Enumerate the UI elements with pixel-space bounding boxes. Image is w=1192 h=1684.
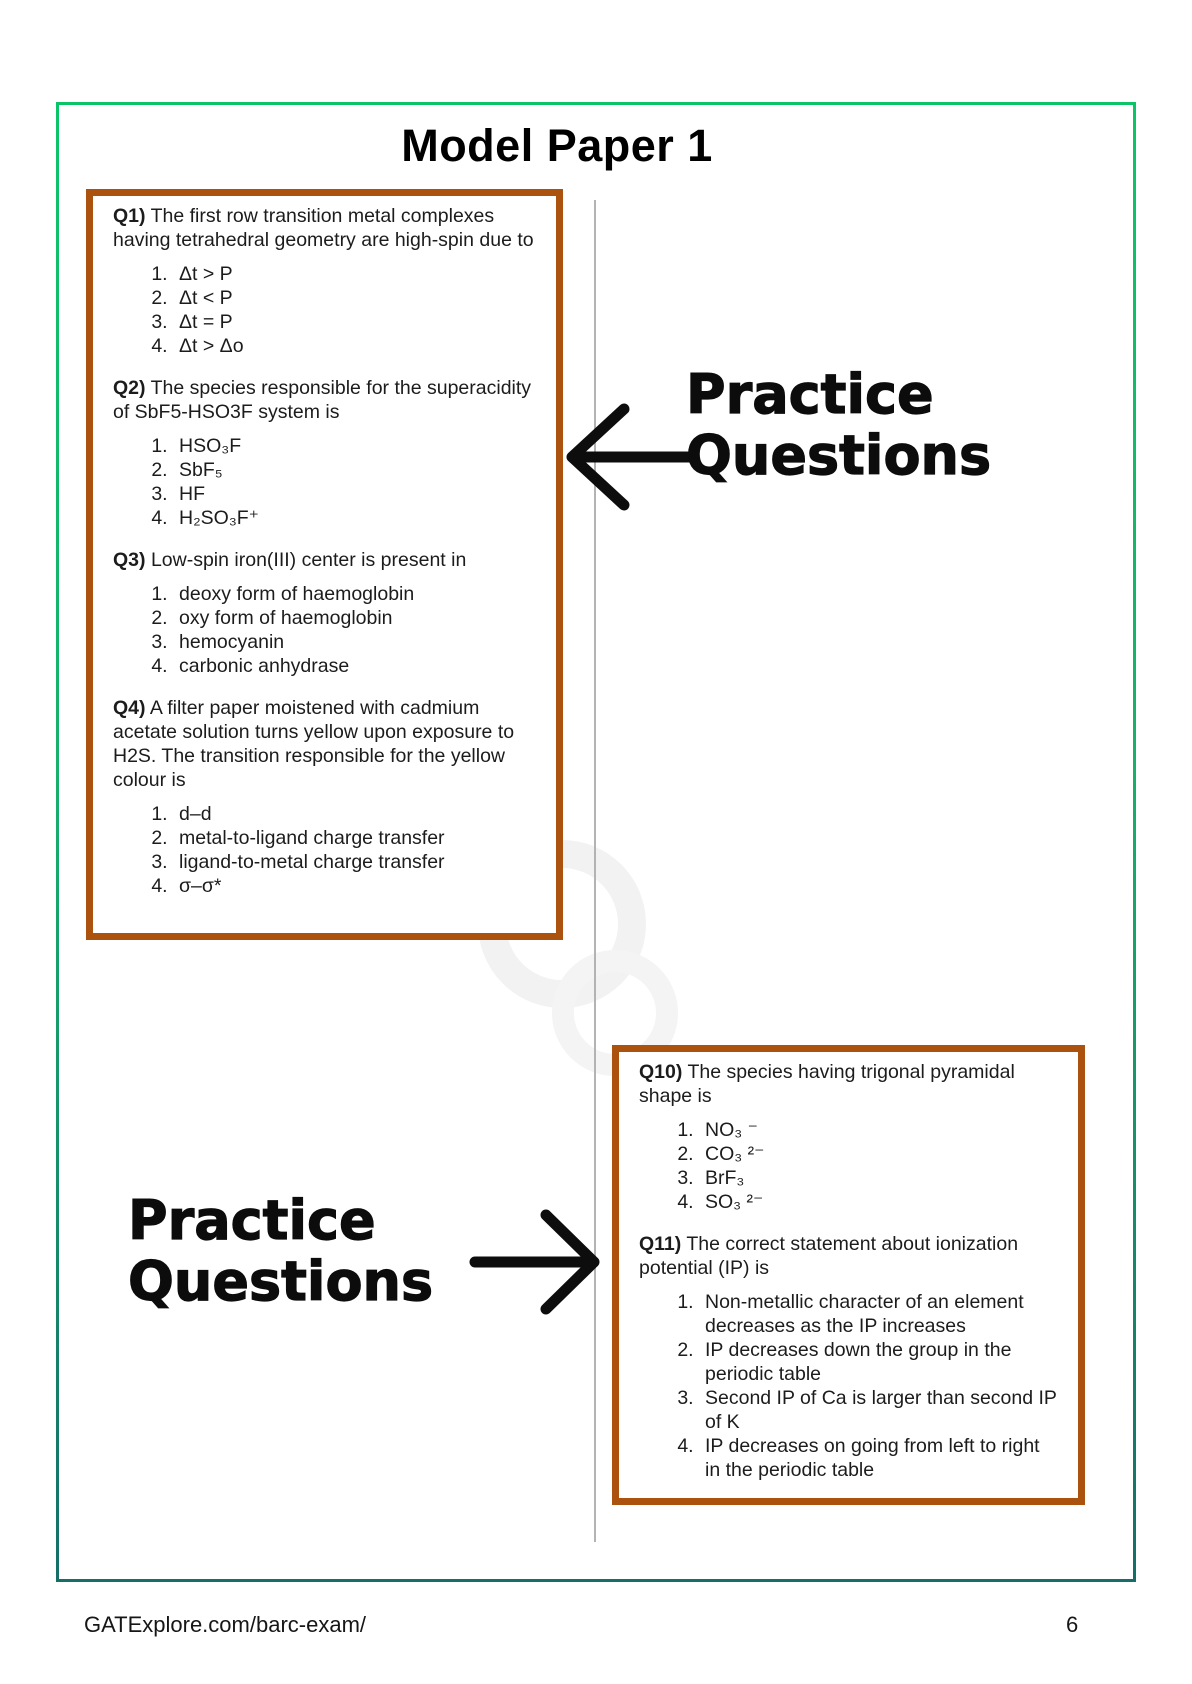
option: 2. SbF₅: [173, 458, 536, 482]
option: 3. HF: [173, 482, 536, 506]
question-text: [113, 204, 536, 252]
practice-questions-label-bottom: [128, 1190, 433, 1312]
option: 3. ligand-to-metal charge transfer: [173, 850, 536, 874]
option-list: [113, 434, 536, 530]
option: 2. IP decreases down the group in the periodic table: [699, 1338, 1058, 1386]
option: 4. IP decreases on going from left to right in the periodic table: [699, 1434, 1058, 1482]
question-text: [639, 1060, 1058, 1108]
question-body: The species responsible for the superacidity of SbF5-HSO3F system is: [113, 377, 532, 423]
arrow-right-icon: [468, 1203, 610, 1326]
option: 4. SO₃ ²⁻: [699, 1190, 1058, 1214]
option: 3. Second IP of Ca is larger than second IP of K: [699, 1386, 1058, 1434]
practice-label-line1: Practice: [686, 363, 934, 426]
question-body: Low-spin iron(III) center is present in: [150, 549, 467, 571]
question-q10: [639, 1060, 1058, 1214]
practice-label-line2: Questions: [128, 1250, 434, 1313]
question-text: [113, 376, 536, 424]
option: 2. oxy form of haemoglobin: [173, 606, 536, 630]
option-list: [113, 802, 536, 898]
practice-questions-label-top: [686, 364, 991, 486]
footer-page-number: 6: [1066, 1612, 1079, 1637]
option: 2. metal-to-ligand charge transfer: [173, 826, 536, 850]
option: 4. Δt > Δo: [173, 334, 536, 358]
question-q2: [113, 376, 536, 530]
option-list: [113, 582, 536, 678]
option: 1. HSO₃F: [173, 434, 536, 458]
option-list: [639, 1118, 1058, 1214]
option: 1. Non-metallic character of an element decreases as the IP increases: [699, 1290, 1058, 1338]
option: 3. Δt = P: [173, 310, 536, 334]
question-body: The first row transition metal complexes having tetrahedral geometry are high-spin due to: [113, 205, 534, 251]
option: 2. Δt < P: [173, 286, 536, 310]
practice-label-line2: Questions: [686, 424, 992, 487]
question-label: Q1): [113, 205, 146, 227]
option: 1. Δt > P: [173, 262, 536, 286]
question-box-right: [612, 1045, 1085, 1505]
question-q3: [113, 548, 536, 678]
option: 2. CO₃ ²⁻: [699, 1142, 1058, 1166]
question-text: [113, 548, 536, 572]
question-q11: [639, 1232, 1058, 1482]
question-label: Q2): [113, 377, 146, 399]
question-text: [113, 696, 536, 792]
option: 3. BrF₃: [699, 1166, 1058, 1190]
question-text: [639, 1232, 1058, 1280]
option: 4. carbonic anhydrase: [173, 654, 536, 678]
question-label: Q4): [113, 697, 146, 719]
option: 1. d–d: [173, 802, 536, 826]
question-q1: [113, 204, 536, 358]
option-list: [113, 262, 536, 358]
question-label: Q3): [113, 549, 146, 571]
page-title: Model Paper 1: [401, 120, 713, 171]
option: 3. hemocyanin: [173, 630, 536, 654]
option-list: [639, 1290, 1058, 1482]
option: 4. H₂SO₃F⁺: [173, 506, 536, 530]
question-body: The correct statement about ionization potential (IP) is: [639, 1233, 1019, 1279]
question-q4: [113, 696, 536, 898]
question-label: Q11): [639, 1233, 682, 1255]
practice-label-line1: Practice: [128, 1189, 376, 1252]
option: 1. NO₃ ⁻: [699, 1118, 1058, 1142]
question-label: Q10): [639, 1061, 683, 1083]
question-body: The species having trigonal pyramidal shape is: [639, 1061, 1015, 1107]
footer-url: GATExplore.com/barc-exam/: [84, 1612, 367, 1637]
question-body: A filter paper moistened with cadmium acetate solution turns yellow upon exposure to H2S. The transition responsible for the yellow colour is: [113, 697, 515, 791]
option: 4. σ–σ*: [173, 874, 536, 898]
option: 1. deoxy form of haemoglobin: [173, 582, 536, 606]
question-box-left: [86, 189, 563, 940]
arrow-left-icon: [556, 396, 696, 523]
